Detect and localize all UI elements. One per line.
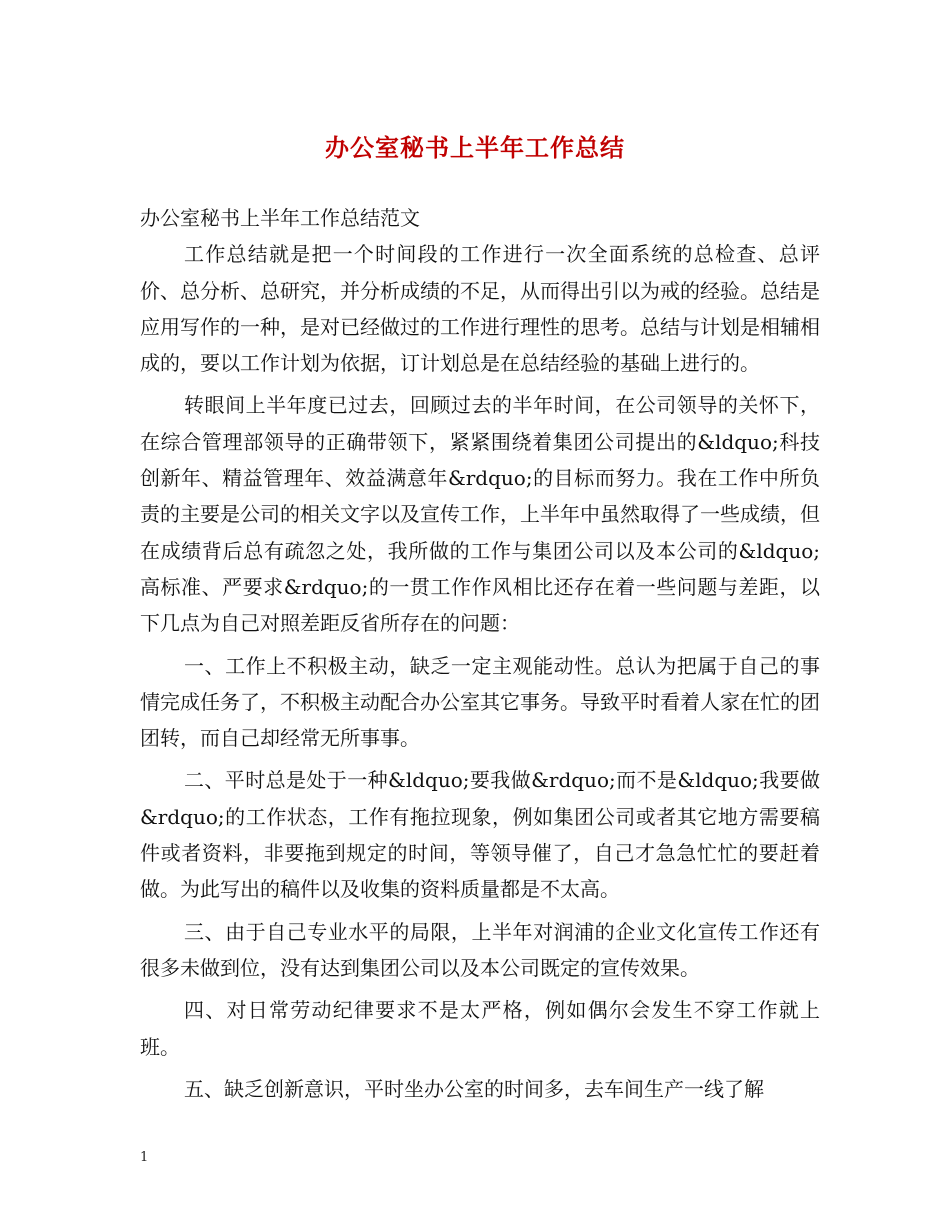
paragraph-issue-5: 五、缺乏创新意识，平时坐办公室的时间多，去车间生产一线了解 xyxy=(184,1076,764,1101)
page-number: 1 xyxy=(140,1150,149,1165)
document-subtitle: 办公室秘书上半年工作总结范文 xyxy=(140,206,420,230)
document-title: 办公室秘书上半年工作总结 xyxy=(325,133,625,162)
paragraph-issue-2: 二、平时总是处于一种&ldquo;要我做&rdquo;而不是&ldquo;我要做&rdquo;的工作状态，工作有拖拉现象，例如集团公司或者其它地方需要稿件或者资料，非要拖到规定的时间，等领导催了，自己才急急忙忙的要赶着做。为此写出的稿件以及收集的资料质量都是不太高。 xyxy=(140,768,820,902)
paragraph-issue-3: 三、由于自己专业水平的局限，上半年对润浦的企业文化宣传工作还有很多未做到位，没有达到集团公司以及本公司既定的宣传效果。 xyxy=(140,919,820,980)
paragraph-review: 转眼间上半年度已过去，回顾过去的半年时间，在公司领导的关怀下，在综合管理部领导的正确带领下，紧紧围绕着集团公司提出的&ldquo;科技创新年、精益管理年、效益满意年&rdquo;的目标而努力。我在工作中所负责的主要是公司的相关文字以及宣传工作，上半年中虽然取得了一些成绩，但在成绩背后总有疏忽之处，我所做的工作与集团公司以及本公司的&ldquo;高标准、严要求&rdquo;的一贯工作作风相比还存在着一些问题与差距，以下几点为自己对照差距反省所存在的问题： xyxy=(140,393,820,636)
paragraph-intro: 工作总结就是把一个时间段的工作进行一次全面系统的总检查、总评价、总分析、总研究，并分析成绩的不足，从而得出引以为戒的经验。总结是应用写作的一种，是对已经做过的工作进行理性的思考。总结与计划是相辅相成的，要以工作计划为依据，订计划总是在总结经验的基础上进行的。 xyxy=(140,242,820,376)
paragraph-issue-4: 四、对日常劳动纪律要求不是太严格，例如偶尔会发生不穿工作就上班。 xyxy=(140,998,820,1059)
paragraph-issue-1: 一、工作上不积极主动，缺乏一定主观能动性。总认为把属于自己的事情完成任务了，不积极主动配合办公室其它事务。导致平时看着人家在忙的团团转，而自己却经常无所事事。 xyxy=(140,653,820,751)
document-body xyxy=(140,200,820,1113)
